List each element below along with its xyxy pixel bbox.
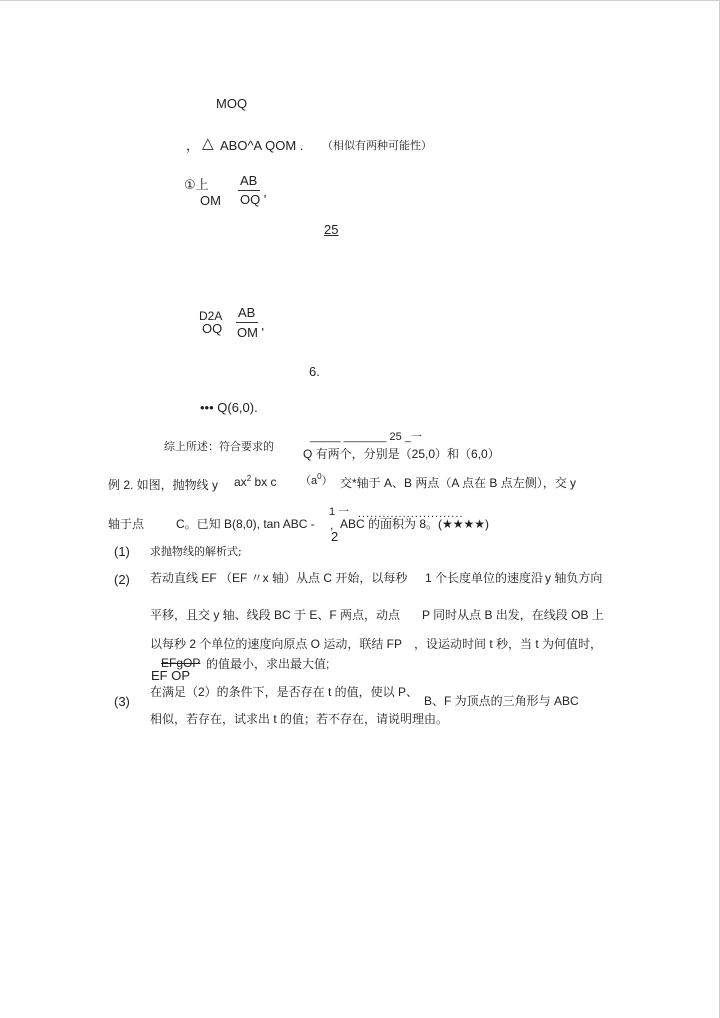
similarity-relation: ABO^A QOM . [220, 138, 304, 153]
q2-number: (2) [114, 572, 130, 587]
q-6-0: ••• Q(6,0). [200, 400, 258, 415]
example-condition-post: ） [321, 475, 333, 487]
q3-line2: 相似，若存在，试求出 t 的值；若不存在，请说明理由。 [150, 712, 449, 726]
example-ax-base: ax [234, 475, 247, 489]
case1-fraction-bar [238, 190, 260, 191]
case2-numerator: AB [238, 305, 256, 320]
example-condition [300, 472, 333, 487]
example-condition-pre: （a [300, 475, 318, 487]
example-condition-sup: 0 [317, 472, 322, 481]
case2-denominator-right: OM ' [237, 325, 265, 340]
example-intersection: 交*轴于 A、B 两点（A 点在 B 点左侧），交 y [340, 476, 577, 490]
example-dots: .......................... [358, 508, 464, 520]
summary-line2: Q 有两个，分别是（25,0）和（6,0） [303, 447, 500, 461]
example-frac-top: 1 一 [329, 506, 350, 518]
q2-line1b: 1 个长度单位的速度沿 [425, 571, 544, 585]
similarity-note: （相似有两种可能性） [322, 139, 432, 152]
example-frac-bottom: 2 [331, 529, 339, 544]
value-6: 6. [309, 364, 320, 379]
q2-line2b: P 同时从点 B 出发，在线段 OB 上 [422, 608, 604, 622]
bullet-dot: ， [186, 138, 200, 153]
case2-denominator-left: OQ [202, 321, 223, 336]
case1-denominator-right: OQ ' [240, 192, 267, 207]
example-bxc: bx c [251, 475, 277, 489]
q2-line1c: y 轴负方向 [545, 571, 603, 585]
summary-prefix: 综上所述：符合要求的 [164, 440, 274, 453]
q2-line1a: 若动直线 EF （EF 〃x 轴）从点 C 开始，以每秒 [150, 571, 408, 585]
value-25: 25 [324, 222, 339, 237]
example-area: ABC 的面积为 8。(★★★★) [340, 517, 490, 531]
example-given: C。已知 B(8,0), tan ABC - [176, 517, 315, 531]
q2-expr-bottom: EF OP [151, 668, 191, 683]
q2-line2a: 平移，且交 y 轴、线段 BC 于 E、F 两点，动点 [150, 608, 401, 622]
q2-line3b: ，设运动时间 t 秒，当 t 为何值时， [414, 637, 603, 651]
example-ax-exponent: 2 [246, 474, 252, 483]
page-border-top [0, 0, 720, 1]
case2-fraction-bar [236, 322, 258, 323]
q3-line1a: 在满足（2）的条件下，是否存在 t 的值，使以 P、 [150, 685, 419, 699]
example-comma: , [330, 518, 334, 532]
example-axis-point: 轴于点 [108, 517, 145, 531]
case2-label: D2A [199, 309, 223, 323]
case1-numerator: AB [240, 173, 258, 188]
example-intro: 例 2. 如图，抛物线 y [108, 478, 219, 492]
q2-expr-top: EFgOP [161, 656, 201, 670]
case1-denominator-left: OM [200, 193, 221, 208]
summary-blanks: _____ _______ 25 _一 [310, 431, 422, 443]
case1-label: ①上 [184, 177, 209, 192]
example-ax [234, 476, 276, 488]
q2-line4: 的值最小，求出最大值; [206, 657, 330, 671]
moq-label: MOQ [216, 96, 248, 111]
triangle-symbol: △ [202, 135, 214, 152]
q1-number: (1) [114, 544, 130, 559]
q1-text: 求抛物线的解析式; [150, 545, 242, 558]
q3-line1b: B、F 为顶点的三角形与 ABC [424, 694, 579, 708]
q2-line3a: 以每秒 2 个单位的速度向原点 O 运动，联结 FP [150, 637, 403, 651]
q3-number: (3) [114, 694, 130, 709]
